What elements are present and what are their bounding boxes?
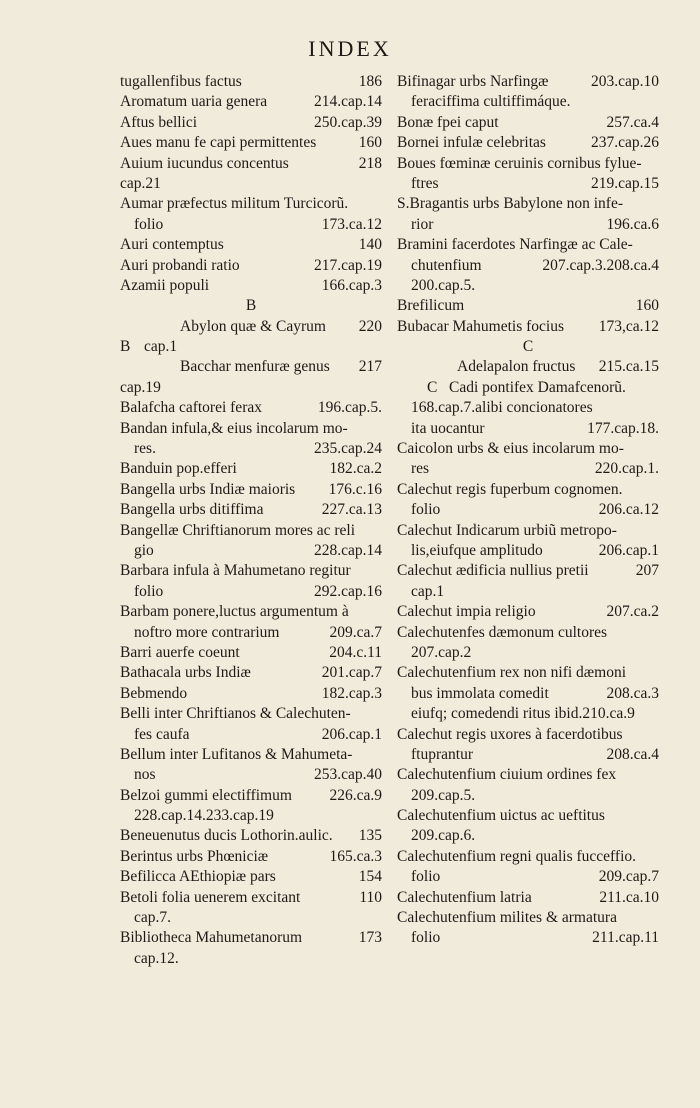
index-entry xyxy=(397,419,659,439)
index-entry xyxy=(120,847,382,867)
index-entry xyxy=(397,174,659,194)
index-entry xyxy=(120,867,382,887)
entry-text: lis,eiufque amplitudo xyxy=(411,541,543,559)
index-entry xyxy=(120,317,382,337)
index-entry xyxy=(397,786,659,806)
entry-page-ref: 215.ca.15 xyxy=(598,358,659,376)
entry-text: bus immolata comedit xyxy=(411,684,549,702)
entry-text: Barbam ponere,luctus argumentum à xyxy=(120,603,349,621)
entry-text: Brefilicum xyxy=(397,297,465,315)
entry-text: 168.cap.7.alibi concionatores xyxy=(411,399,593,417)
entry-page-ref: 196.cap.5. xyxy=(317,399,382,417)
entry-text: Banduin pop.efferi xyxy=(120,460,237,478)
entry-text: Bubacar Mahumetis focius xyxy=(397,317,565,335)
index-entry xyxy=(397,582,659,602)
entry-page-ref: 186 xyxy=(358,73,382,90)
index-entry xyxy=(120,908,382,928)
entry-page-ref: 227.ca.13 xyxy=(321,501,382,519)
entry-page-ref: 219.cap.15 xyxy=(590,174,659,192)
entry-text: ftuprantur xyxy=(411,745,473,763)
index-entry xyxy=(397,765,659,785)
entry-text: nos xyxy=(134,766,156,784)
index-entry xyxy=(120,704,382,724)
index-entry xyxy=(397,745,659,765)
index-entry xyxy=(397,480,659,500)
entry-text: Calechut regis fuperbum cognomen. xyxy=(397,480,623,498)
index-entry xyxy=(397,439,659,459)
entry-page-ref: 209.cap.7 xyxy=(598,868,659,886)
index-entry xyxy=(120,154,382,174)
entry-page-ref: 214.cap.14 xyxy=(313,93,382,111)
index-entry xyxy=(397,154,659,174)
index-entry xyxy=(120,480,382,500)
entry-text: Barbara infula à Mahumetano regitur xyxy=(120,562,351,580)
entry-text: cap.1 xyxy=(144,338,178,356)
entry-page-ref: 253.cap.40 xyxy=(313,766,382,784)
entry-text: Calechut impia religio xyxy=(397,603,536,621)
entry-page-ref: 235.cap.24 xyxy=(313,440,382,458)
entry-page-ref: 292.cap.16 xyxy=(313,582,382,600)
index-entry xyxy=(397,398,659,418)
entry-text: ftres xyxy=(411,174,439,192)
index-entry xyxy=(120,500,382,520)
index-entry xyxy=(120,521,382,541)
entry-text: Adelapalon fructus xyxy=(457,358,576,376)
entry-text: chutenfium xyxy=(411,256,482,274)
entry-text: fes caufa xyxy=(134,725,190,743)
entry-text: B xyxy=(245,297,257,315)
index-entry xyxy=(120,684,382,704)
entry-text: Cadi pontifex Damafcenorũ. xyxy=(449,378,626,396)
entry-text: Bandan infula,& eius incolarum mo- xyxy=(120,419,348,437)
entry-text: Bornei infulæ celebritas xyxy=(397,134,546,152)
index-entry xyxy=(397,847,659,867)
entry-page-ref: 217 xyxy=(358,358,382,376)
index-entry xyxy=(397,92,659,112)
entry-page-ref: 173 xyxy=(358,929,382,947)
index-entry xyxy=(120,256,382,276)
index-entry xyxy=(120,663,382,683)
index-entry xyxy=(120,337,382,357)
entry-page-ref: 176.c.16 xyxy=(328,480,382,498)
left-column xyxy=(120,72,382,969)
index-entry xyxy=(120,643,382,663)
entry-page-ref: 211.cap.11 xyxy=(592,929,659,947)
index-entry xyxy=(120,92,382,112)
entry-page-ref: 250.cap.39 xyxy=(313,113,382,131)
index-entry xyxy=(397,521,659,541)
entry-text: folio xyxy=(134,215,164,233)
index-entry xyxy=(397,867,659,887)
index-entry xyxy=(397,541,659,561)
index-entry xyxy=(397,561,659,581)
entry-text: Calechutenfium uictus ac ueftitus xyxy=(397,807,605,825)
entry-page-ref: 173,ca.12 xyxy=(598,317,659,335)
entry-page-ref: 218 xyxy=(358,154,382,172)
entry-text: Auri probandi ratio xyxy=(120,256,240,274)
index-entry xyxy=(397,623,659,643)
entry-text: folio xyxy=(411,868,441,886)
entry-page-ref: 160 xyxy=(635,297,659,315)
entry-text: cap.12. xyxy=(134,949,179,967)
entry-text: Berintus urbs Phœniciæ xyxy=(120,847,269,865)
entry-page-ref: 237.cap.26 xyxy=(590,134,659,152)
index-entry xyxy=(120,357,382,377)
index-entry xyxy=(397,296,659,316)
index-entry xyxy=(120,765,382,785)
entry-text: tugallenfibus factus xyxy=(120,73,242,90)
entry-page-ref: 206.cap.1 xyxy=(598,541,659,559)
entry-text: Calechutenfium regni qualis fucceffio. xyxy=(397,847,637,865)
index-entry xyxy=(120,439,382,459)
entry-page-ref: 177.cap.18. xyxy=(587,419,659,437)
entry-text: Aumar præfectus militum Turcicorũ. xyxy=(120,195,349,213)
entry-text: Befilicca AEthiopiæ pars xyxy=(120,868,276,886)
index-entry xyxy=(397,317,659,337)
entry-text: Aftus bellici xyxy=(120,113,198,131)
section-letter-marker: C xyxy=(427,378,438,396)
entry-text: rior xyxy=(411,215,434,233)
index-entry xyxy=(397,276,659,296)
entry-page-ref: 166.cap.3 xyxy=(321,276,382,294)
entry-page-ref: 208.ca.4 xyxy=(606,745,659,763)
entry-page-ref: 135 xyxy=(358,827,382,845)
entry-page-ref: 257.ca.4 xyxy=(606,113,659,131)
entry-text: Bibliotheca Mahumetanorum xyxy=(120,929,303,947)
entry-page-ref: 165.ca.3 xyxy=(329,847,382,865)
index-entry xyxy=(397,806,659,826)
index-entry xyxy=(120,174,382,194)
entry-text: 207.cap.2 xyxy=(411,643,472,661)
entry-text: 209.cap.6. xyxy=(411,827,476,845)
entry-page-ref: 211.ca.10 xyxy=(599,888,659,906)
index-entry xyxy=(397,235,659,255)
entry-page-ref: 206.ca.12 xyxy=(598,501,659,519)
entry-text: folio xyxy=(411,929,441,947)
index-entry xyxy=(397,888,659,908)
entry-text: feraciffima cultiffimáque. xyxy=(411,93,571,111)
entry-text: Azamii populi xyxy=(120,276,210,294)
entry-text: Calechutenfium milites & armatura xyxy=(397,909,617,927)
index-entry xyxy=(397,663,659,683)
index-entry xyxy=(120,276,382,296)
entry-page-ref: 207 xyxy=(635,562,659,580)
entry-text: eiufq; comedendi ritus ibid.210.ca.9 xyxy=(411,705,635,723)
entry-page-ref: 203.cap.10 xyxy=(590,73,659,90)
entry-page-ref: 206.cap.1 xyxy=(321,725,382,743)
entry-text: Calechut regis uxores à facerdotibus xyxy=(397,725,623,743)
entry-text: Abylon quæ & Cayrum xyxy=(180,317,326,335)
entry-page-ref: 209.ca.7 xyxy=(329,623,382,641)
entry-text: S.Bragantis urbs Babylone non infe- xyxy=(397,195,624,213)
index-entry xyxy=(120,398,382,418)
index-entry xyxy=(397,684,659,704)
entry-text: Barri auerfe coeunt xyxy=(120,643,240,661)
index-entry xyxy=(397,256,659,276)
entry-text: Calechutenfium rex non nifi dæmoni xyxy=(397,664,627,682)
entry-text: Bonæ fpei caput xyxy=(397,113,499,131)
entry-text: Calechut ædificia nullius pretii xyxy=(397,562,589,580)
section-letter-marker: B xyxy=(120,338,131,356)
entry-text: Caicolon urbs & eius incolarum mo- xyxy=(397,440,624,458)
index-entry xyxy=(120,113,382,133)
index-entry xyxy=(120,623,382,643)
entry-text: Bangella urbs ditiffima xyxy=(120,501,264,519)
index-entry xyxy=(120,235,382,255)
entry-text: Bangella urbs Indiæ maioris xyxy=(120,480,296,498)
entry-text: Calechutenfium latria xyxy=(397,888,532,906)
entry-text: Belzoi gummi electiffimum xyxy=(120,786,292,804)
entry-text: Boues fœminæ ceruinis cornibus fylue- xyxy=(397,154,642,172)
entry-text: 200.cap.5. xyxy=(411,276,476,294)
index-entry xyxy=(397,378,659,398)
index-entry xyxy=(120,459,382,479)
entry-text: Calechutenfes dæmonum cultores xyxy=(397,623,608,641)
entry-text: noftro more contrarium xyxy=(134,623,280,641)
entry-text: ita uocantur xyxy=(411,419,485,437)
entry-page-ref: 182.ca.2 xyxy=(329,460,382,478)
index-entry xyxy=(397,602,659,622)
index-entry xyxy=(397,643,659,663)
entry-text: Auri contemptus xyxy=(120,236,224,254)
entry-text: Bellum inter Lufitanos & Mahumeta- xyxy=(120,745,353,763)
page-title: INDEX xyxy=(308,36,392,61)
entry-text: gio xyxy=(134,541,154,559)
index-entry xyxy=(120,786,382,806)
index-entry xyxy=(397,133,659,153)
section-letter xyxy=(397,337,659,357)
index-entry xyxy=(120,72,382,92)
entry-text: Bacchar menfuræ genus xyxy=(180,358,330,376)
index-entry xyxy=(120,541,382,561)
index-entry xyxy=(120,745,382,765)
index-entry xyxy=(397,500,659,520)
entry-text: Bifinagar urbs Narfingæ xyxy=(397,73,549,90)
entry-text: Aues manu fe capi permittentes xyxy=(120,134,317,152)
index-entry xyxy=(397,908,659,928)
entry-text: Auium iucundus concentus xyxy=(120,154,289,172)
index-entry xyxy=(397,215,659,235)
entry-page-ref: 201.cap.7 xyxy=(321,664,382,682)
index-entry xyxy=(397,704,659,724)
index-entry xyxy=(120,561,382,581)
entry-page-ref: 220 xyxy=(358,317,382,335)
index-entry xyxy=(120,215,382,235)
index-entry xyxy=(120,806,382,826)
entry-text: Aromatum uaria genera xyxy=(120,93,268,111)
entry-text: res xyxy=(411,460,430,478)
entry-text: folio xyxy=(134,582,164,600)
entry-text: Calechut Indicarum urbiũ metropo- xyxy=(397,521,617,539)
entry-text: folio xyxy=(411,501,441,519)
entry-text: Calechutenfium ciuium ordines fex xyxy=(397,766,617,784)
entry-text: Bangellæ Chriftianorum mores ac reli xyxy=(120,521,356,539)
entry-page-ref: 207.ca.2 xyxy=(606,603,659,621)
entry-page-ref: 220.cap.1. xyxy=(594,460,659,478)
entry-text: Beneuenutus ducis Lothorin.aulic. xyxy=(120,827,333,845)
entry-page-ref: 173.ca.12 xyxy=(321,215,382,233)
index-entry xyxy=(120,725,382,745)
section-letter xyxy=(120,296,382,316)
entry-text: Bebmendo xyxy=(120,684,188,702)
entry-page-ref: 228.cap.14 xyxy=(313,541,382,559)
entry-page-ref: 204.c.11 xyxy=(329,643,382,661)
entry-text: C xyxy=(522,338,534,356)
entry-page-ref: 196.ca.6 xyxy=(606,215,659,233)
index-entry xyxy=(397,725,659,745)
index-entry xyxy=(397,113,659,133)
entry-page-ref: 226.ca.9 xyxy=(329,786,382,804)
index-entry xyxy=(120,602,382,622)
index-entry xyxy=(120,419,382,439)
index-entry xyxy=(120,888,382,908)
entry-page-ref: 110 xyxy=(359,888,382,906)
entry-page-ref: 160 xyxy=(358,134,382,152)
entry-text: Bramini facerdotes Narfingæ ac Cale- xyxy=(397,236,633,254)
entry-page-ref: 207.cap.3.208.ca.4 xyxy=(542,256,659,274)
index-entry xyxy=(120,826,382,846)
entry-text: cap.19 xyxy=(120,378,161,396)
index-entry xyxy=(120,949,382,969)
index-entry xyxy=(120,133,382,153)
entry-text: 228.cap.14.233.cap.19 xyxy=(134,807,274,825)
entry-page-ref: 208.ca.3 xyxy=(606,684,659,702)
entry-text: cap.21 xyxy=(120,174,161,192)
entry-text: cap.1 xyxy=(411,582,445,600)
index-entry xyxy=(397,357,659,377)
index-entry xyxy=(120,582,382,602)
index-entry xyxy=(397,194,659,214)
index-entry xyxy=(120,194,382,214)
entry-text: Balafcha caftorei ferax xyxy=(120,399,262,417)
right-column xyxy=(397,72,659,949)
entry-text: Bathacala urbs Indiæ xyxy=(120,664,251,682)
entry-page-ref: 154 xyxy=(358,868,382,886)
entry-text: Belli inter Chriftianos & Calechuten- xyxy=(120,705,351,723)
entry-text: 209.cap.5. xyxy=(411,786,476,804)
index-entry xyxy=(397,459,659,479)
entry-text: res. xyxy=(134,440,156,458)
index-entry xyxy=(397,826,659,846)
index-entry xyxy=(397,72,659,92)
entry-text: cap.7. xyxy=(134,909,172,927)
index-entry xyxy=(120,378,382,398)
index-entry xyxy=(397,928,659,948)
entry-text: Betoli folia uenerem excitant xyxy=(120,888,301,906)
entry-page-ref: 217.cap.19 xyxy=(313,256,382,274)
entry-page-ref: 182.cap.3 xyxy=(321,684,382,702)
index-entry xyxy=(120,928,382,948)
entry-page-ref: 140 xyxy=(358,236,382,254)
